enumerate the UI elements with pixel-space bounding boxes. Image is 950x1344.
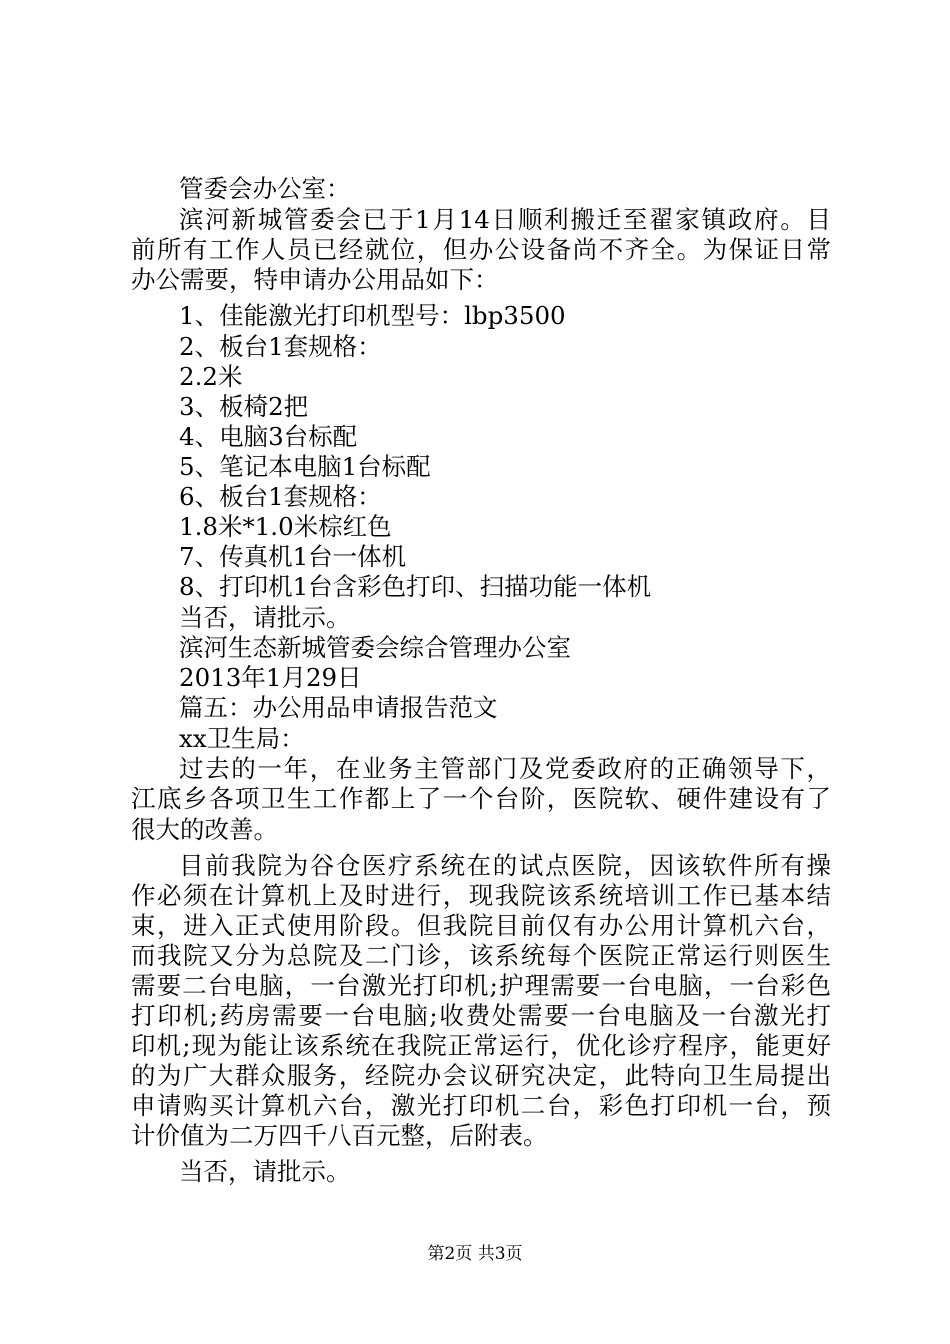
body-line: 目前我院为谷仓医疗系统在的试点医院，因该软件所有操 (179, 851, 831, 880)
list-item: 5、笔记本电脑1台标配 (179, 452, 431, 481)
body-line: 的为广大群众服务，经院办会议研究决定，此特向卫生局提出 (131, 1061, 831, 1090)
body-line: 办公需要，特申请办公用品如下： (131, 265, 499, 294)
list-item: 4、电脑3台标配 (179, 422, 358, 451)
signature-date: 2013年1月29日 (179, 663, 362, 692)
body-line: 打印机;药房需要一台电脑;收费处需要一台电脑及一台激光打 (131, 1001, 831, 1030)
body-line: 江底乡各项卫生工作都上了一个台阶，医院软、硬件建设有了 (131, 784, 831, 813)
body-line: 计价值为二万四千八百元整，后附表。 (131, 1121, 548, 1150)
body-line: 而我院又分为总院及二门诊，该系统每个医院正常运行则医生 (131, 941, 831, 970)
body-line: 申请购买计算机六台，激光打印机二台，彩色打印机一台，预 (131, 1091, 831, 1120)
list-item: 2.2米 (179, 362, 243, 391)
list-item: 1、佳能激光打印机型号：lbp3500 (179, 301, 566, 330)
closing-line: 当否，请批示。 (179, 1157, 351, 1186)
closing-line: 当否，请批示。 (179, 603, 351, 632)
body-line: 需要二台电脑，一台激光打印机;护理需要一台电脑，一台彩色 (131, 971, 831, 1000)
body-line: 很大的改善。 (131, 815, 278, 844)
list-item: 6、板台1套规格： (179, 482, 382, 511)
section-heading: 篇五：办公用品申请报告范文 (179, 693, 498, 722)
body-line: 束，进入正式使用阶段。但我院目前仅有办公用计算机六台， (131, 911, 831, 940)
body-line: 过去的一年，在业务主管部门及党委政府的正确领导下， (179, 754, 831, 783)
list-item: 3、板椅2把 (179, 392, 309, 421)
body-line: 印机;现为能让该系统在我院正常运行，优化诊疗程序，能更好 (131, 1031, 831, 1060)
list-item: 7、传真机1台一体机 (179, 542, 407, 571)
salutation-line: xx卫生局： (179, 724, 305, 753)
salutation-line: 管委会办公室： (179, 174, 351, 203)
list-item: 2、板台1套规格： (179, 332, 382, 361)
signature-org: 滨河生态新城管委会综合管理办公室 (179, 633, 571, 662)
page-number-footer: 第2页 共3页 (427, 1244, 523, 1264)
body-line: 滨河新城管委会已于1月14日顺利搬迁至翟家镇政府。目 (179, 205, 831, 234)
body-line: 前所有工作人员已经就位，但办公设备尚不齐全。为保证日常 (131, 235, 831, 264)
list-item: 1.8米*1.0米棕红色 (179, 512, 392, 541)
body-line: 作必须在计算机上及时进行，现我院该系统培训工作已基本结 (131, 881, 831, 910)
list-item: 8、打印机1台含彩色打印、扫描功能一体机 (179, 572, 652, 601)
